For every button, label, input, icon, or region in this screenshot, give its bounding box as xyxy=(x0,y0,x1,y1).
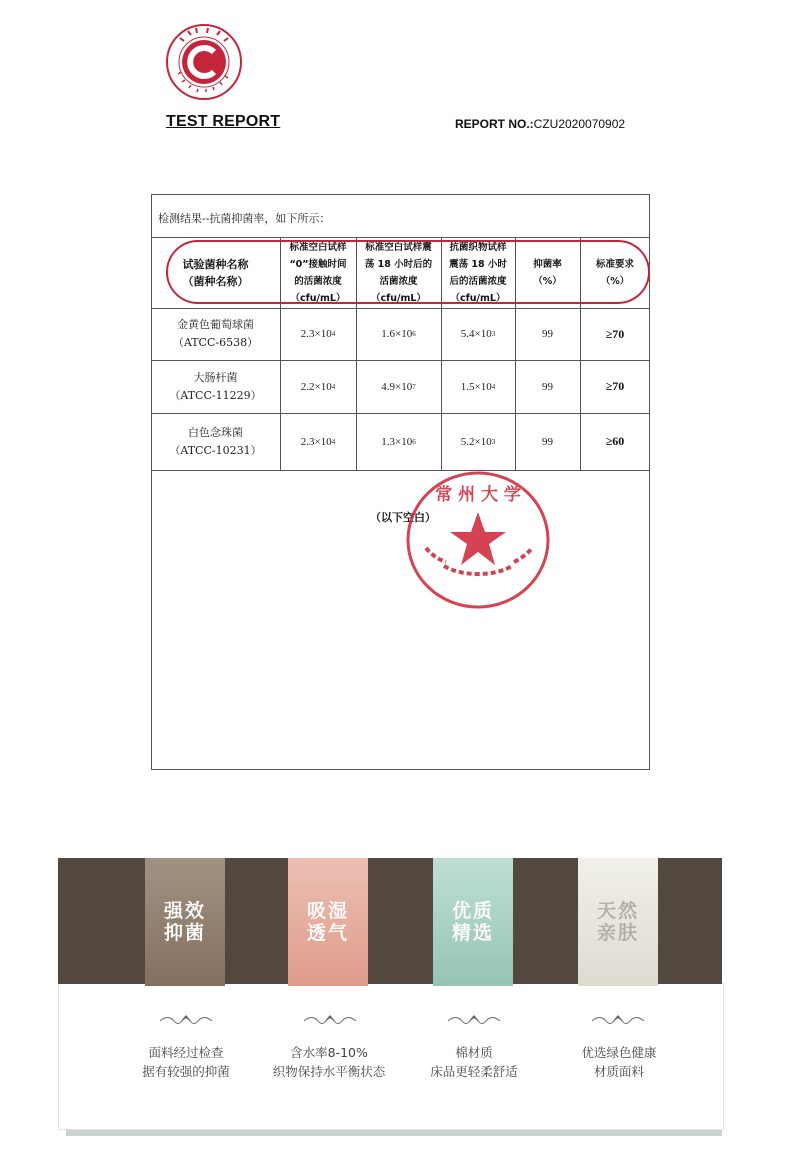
feature-description: 面料经过检查 据有较强的抑菌 xyxy=(142,1045,230,1079)
table-cell-blank-18h: 1.6×10 6 xyxy=(381,328,416,340)
column-header-species: 试验菌种名称 （菌种名称） xyxy=(182,257,249,288)
table-cell-fabric-18h: 1.5×10 4 xyxy=(460,380,496,393)
column-header-blank-0h: 标准空白试样 “0”接触时间 的活菌浓度 （cfu/mL） xyxy=(289,241,347,304)
feature-description: 含水率8-10% 织物保持水平衡状态 xyxy=(272,1045,386,1079)
report-title: TEST REPORT xyxy=(166,113,281,130)
table-row-species: 白色念珠菌 （ATCC-10231） xyxy=(169,425,262,457)
table-cell-rate: 99 xyxy=(542,435,553,448)
report-number-value: CZU2020070902 xyxy=(533,117,626,131)
feature-card-skin-friendly: 天然 亲肤 xyxy=(578,858,658,986)
table-cell-standard: ≥60 xyxy=(605,434,625,448)
table-cell-fabric-18h: 5.4×10 3 xyxy=(460,328,496,340)
seal-university-name: 常 州 大 学 xyxy=(435,485,521,505)
table-cell-blank-0h: 2.3×10 4 xyxy=(300,435,336,448)
table-cell-standard: ≥70 xyxy=(605,326,625,341)
results-intro: 检测结果--抗菌抑菌率，如下所示： xyxy=(158,212,331,225)
feature-description: 棉材质 床品更轻柔舒适 xyxy=(430,1045,518,1079)
feature-card-antibacterial: 强效 抑菌 xyxy=(145,858,225,986)
report-number-label: REPORT NO.: xyxy=(455,117,534,131)
table-row-species: 大肠杆菌 （ATCC-11229） xyxy=(169,370,262,402)
table-cell-blank-0h: 2.3×10 4 xyxy=(300,328,336,340)
university-logo xyxy=(164,22,244,102)
feature-card-quality: 优质 精选 xyxy=(433,858,513,986)
table-cell-fabric-18h: 5.2×10 3 xyxy=(460,435,496,448)
feature-card-breathable: 吸湿 透气 xyxy=(288,858,368,986)
table-cell-rate: 99 xyxy=(542,328,553,340)
ornament-divider-icon xyxy=(590,1012,646,1028)
table-cell-standard: ≥70 xyxy=(605,379,625,393)
ornament-divider-icon xyxy=(446,1012,502,1028)
ornament-divider-icon xyxy=(158,1012,214,1028)
column-header-blank-18h: 标准空白试样震 荡 18 小时后的 活菌浓度 （cfu/mL） xyxy=(364,241,433,304)
header-highlight-oval xyxy=(166,240,650,304)
blank-below-note: （以下空白） xyxy=(370,511,436,524)
official-seal-stamp xyxy=(404,470,552,610)
feature-description: 优选绿色健康 材质面料 xyxy=(581,1045,657,1079)
table-cell-blank-0h: 2.2×10 4 xyxy=(300,380,336,393)
report-number xyxy=(455,117,625,131)
table-divider xyxy=(151,470,650,471)
column-header-standard: 标准要求 （%） xyxy=(595,258,634,287)
ornament-divider-icon xyxy=(302,1012,358,1028)
table-cell-blank-18h: 4.9×10 7 xyxy=(381,380,416,393)
column-header-fabric-18h: 抗菌织物试样 震荡 18 小时 后的活菌浓度 （cfu/mL） xyxy=(449,241,507,304)
table-row-species: 金黄色葡萄球菌 （ATCC-6538） xyxy=(172,318,259,349)
table-cell-blank-18h: 1.3×10 6 xyxy=(381,435,416,448)
table-cell-rate: 99 xyxy=(542,380,553,393)
column-header-inhibition-rate: 抑菌率 （%） xyxy=(533,258,562,287)
